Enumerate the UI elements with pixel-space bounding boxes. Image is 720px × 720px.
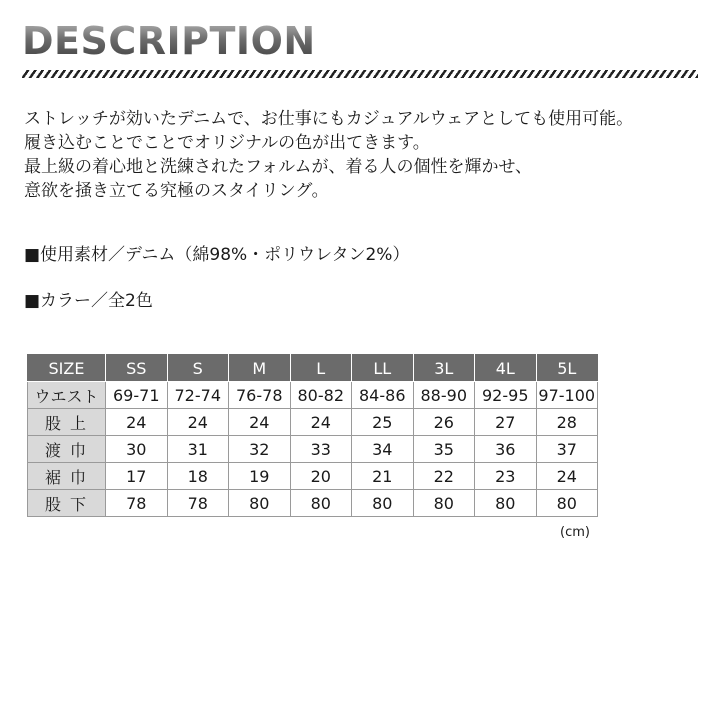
table-cell: 78	[106, 490, 168, 517]
table-cell: 17	[106, 463, 168, 490]
table-cell: 37	[536, 436, 598, 463]
spec-color: ■カラー／全2色	[24, 291, 153, 311]
description-text	[24, 107, 704, 203]
table-cell: 31	[167, 436, 229, 463]
table-cell: 33	[290, 436, 352, 463]
size-header-cell: M	[229, 355, 291, 382]
row-label: 股 上	[28, 409, 106, 436]
table-cell: 80	[536, 490, 598, 517]
table-cell: 80	[413, 490, 475, 517]
table-cell: 24	[167, 409, 229, 436]
size-table	[27, 354, 598, 517]
table-cell: 28	[536, 409, 598, 436]
table-cell: 18	[167, 463, 229, 490]
description-line: ストレッチが効いたデニムで、お仕事にもカジュアルウェアとしても使用可能。	[24, 109, 634, 129]
table-cell: 80-82	[290, 382, 352, 409]
table-cell: 80	[475, 490, 537, 517]
table-row	[28, 490, 598, 517]
row-label: 裾 巾	[28, 463, 106, 490]
table-cell: 32	[229, 436, 291, 463]
size-header-cell: L	[290, 355, 352, 382]
table-cell: 78	[167, 490, 229, 517]
description-line: 履き込むことでことでオリジナルの色が出てきます。	[24, 133, 430, 153]
spec-material: ■使用素材／デニム（綿98%・ポリウレタン2%）	[24, 245, 410, 265]
table-cell: 20	[290, 463, 352, 490]
diagonal-stripe-divider	[22, 70, 698, 78]
table-cell: 34	[352, 436, 414, 463]
size-header-cell: LL	[352, 355, 414, 382]
table-cell: 24	[106, 409, 168, 436]
table-cell: 25	[352, 409, 414, 436]
table-cell: 22	[413, 463, 475, 490]
size-header-cell: 5L	[536, 355, 598, 382]
table-row	[28, 463, 598, 490]
table-cell: 88-90	[413, 382, 475, 409]
table-cell: 69-71	[106, 382, 168, 409]
table-cell: 27	[475, 409, 537, 436]
table-cell: 35	[413, 436, 475, 463]
unit-label: (cm)	[560, 525, 590, 540]
row-label: 渡 巾	[28, 436, 106, 463]
size-header-label: SIZE	[28, 355, 106, 382]
size-header-row	[28, 355, 598, 382]
table-cell: 30	[106, 436, 168, 463]
row-label: ウエスト	[28, 382, 106, 409]
table-cell: 21	[352, 463, 414, 490]
row-label: 股 下	[28, 490, 106, 517]
table-row	[28, 409, 598, 436]
table-cell: 36	[475, 436, 537, 463]
table-cell: 24	[229, 409, 291, 436]
table-cell: 92-95	[475, 382, 537, 409]
size-header-cell: SS	[106, 355, 168, 382]
description-line: 最上級の着心地と洗練されたフォルムが、着る人の個性を輝かせ、	[24, 157, 532, 177]
table-cell: 80	[352, 490, 414, 517]
table-row	[28, 436, 598, 463]
table-cell: 76-78	[229, 382, 291, 409]
table-cell: 24	[290, 409, 352, 436]
table-row	[28, 382, 598, 409]
table-cell: 97-100	[536, 382, 598, 409]
table-cell: 19	[229, 463, 291, 490]
size-header-cell: S	[167, 355, 229, 382]
table-cell: 23	[475, 463, 537, 490]
table-cell: 72-74	[167, 382, 229, 409]
size-header-cell: 3L	[413, 355, 475, 382]
section-heading: DESCRIPTION	[22, 19, 316, 63]
table-cell: 80	[229, 490, 291, 517]
table-cell: 80	[290, 490, 352, 517]
size-header-cell: 4L	[475, 355, 537, 382]
description-line: 意欲を掻き立てる究極のスタイリング。	[24, 181, 329, 201]
table-cell: 24	[536, 463, 598, 490]
table-cell: 84-86	[352, 382, 414, 409]
table-cell: 26	[413, 409, 475, 436]
